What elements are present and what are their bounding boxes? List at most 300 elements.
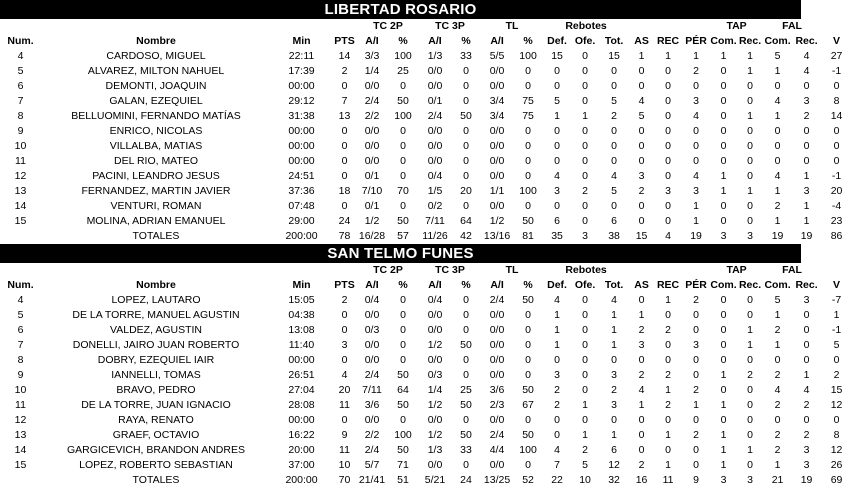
total-cell: 3 [582,230,588,242]
stat-cell: 100 [394,429,412,441]
stat-cell: 2 [693,294,699,306]
stat-cell: 0 [693,140,699,152]
stat-cell: 5 [833,339,840,351]
total-cell [0,229,41,244]
total-cell: 21 [771,474,784,486]
stat-cell: 4 [693,170,699,182]
stat-cell: 12 [14,414,27,426]
stat-cell: 1 [665,294,671,306]
column-header: PÉR [685,35,707,47]
stat-cell: 0 [400,309,406,321]
stat-cell: 0 [833,80,840,92]
stat-cell: 0 [747,200,753,212]
stat-cell: 1 [554,110,560,122]
stat-cell: 0/0 [364,414,380,426]
stat-cell: 1/2 [427,339,443,351]
player-row [0,428,852,443]
group-header-row [0,19,852,34]
stat-cell: 7 [17,339,24,351]
column-header: Num. [7,35,34,47]
stat-cell: 0 [693,125,699,137]
stat-cell: 5 [582,459,588,471]
stat-cell: 0 [582,65,588,77]
player-row [0,199,852,214]
player-row [0,139,852,154]
stat-cell: 0 [463,95,469,107]
stat-cell: 0 [463,369,469,381]
stat-cell: 0 [665,155,671,167]
stat-cell: 2/4 [489,429,505,441]
stat-cell: 1/1 [489,185,505,197]
stat-cell: 0 [611,65,617,77]
total-cell: 5/21 [424,474,446,486]
stat-cell: 9 [341,429,348,441]
stat-cell: 1 [803,215,810,227]
stat-cell: 0 [774,80,781,92]
stat-cell: 0 [693,459,699,471]
stat-cell: 0 [665,125,671,137]
stat-cell: 14 [830,110,843,122]
group-header-row [0,263,852,278]
stat-cell: 0 [341,324,348,336]
stat-cell: 4 [774,170,781,182]
stat-cell: 0/0 [427,140,443,152]
player-name: GARGICEVICH, BRANDON ANDRES [67,444,245,456]
stat-cell: 0 [803,309,810,321]
stat-cell: 1 [611,309,617,321]
stat-cell: 0 [525,324,531,336]
stat-cell: 0 [582,414,588,426]
player-row [0,184,852,199]
stat-cell: 2/4 [364,444,380,456]
stat-cell: 6 [611,444,617,456]
stat-cell: 0 [833,125,840,137]
stat-cell: 1 [833,309,840,321]
stat-cell: 3/6 [364,399,380,411]
group-spacer [821,263,852,278]
team-name-bar: SAN TELMO FUNES [0,244,801,263]
stat-cell: 0/1 [427,95,443,107]
stat-cell: 0 [803,140,810,152]
stat-cell: 2 [341,65,348,77]
total-cell: 19 [771,230,784,242]
total-cell: 16 [635,474,648,486]
stat-cell: 0/1 [364,200,380,212]
stat-cell: 50 [460,399,472,411]
stat-cell: 0 [525,339,531,351]
stat-cell: 24 [338,215,351,227]
player-name: DE LA TORRE, JUAN IGNACIO [81,399,231,411]
column-header: V [833,35,841,47]
stat-cell: 0 [833,414,840,426]
stat-cell: 4 [611,170,617,182]
group-fal: FAL [782,20,802,32]
total-cell: 16/28 [358,230,386,242]
stat-cell: 0 [341,170,348,182]
stat-cell: 1 [774,65,781,77]
stat-cell: 5 [774,294,781,306]
column-header: % [523,279,533,291]
group-rebotes: Rebotes [565,20,607,32]
stat-cell: 0 [400,80,406,92]
stat-cell: 0 [665,444,671,456]
stat-cell: 100 [519,50,537,62]
total-cell: 35 [551,230,563,242]
stat-cell: 00:00 [288,414,315,426]
stat-cell: 0 [720,155,727,167]
stat-cell: 2 [665,324,671,336]
total-cell: 52 [522,474,534,486]
stat-cell: 12 [14,170,27,182]
stat-cell: 5 [554,95,560,107]
stat-cell: 1 [747,110,753,122]
stat-cell: 0 [720,414,727,426]
stat-cell: 26 [830,459,843,471]
stat-cell: 0/0 [364,309,380,321]
stat-cell: 0 [747,125,753,137]
stat-cell: 0/0 [489,309,505,321]
stat-cell: 2 [611,384,617,396]
stat-cell: 0 [341,125,348,137]
stat-cell: 0 [554,155,560,167]
stat-cell: 37:36 [288,185,315,197]
stat-cell: 0 [463,140,469,152]
stat-cell: 0/0 [489,324,505,336]
group-tap: TAP [726,20,747,32]
stat-cell: 1 [720,170,727,182]
column-header: A/I [365,279,379,291]
player-name: BRAVO, PEDRO [116,384,196,396]
stats-table [0,19,852,244]
stat-cell: 20:00 [288,444,315,456]
stat-cell: 71 [397,459,409,471]
stat-cell: 0 [554,429,560,441]
total-cell: 19 [800,230,813,242]
stat-cell: 2 [665,369,671,381]
stat-cell: 0/0 [364,140,380,152]
group-tl: TL [505,20,519,32]
stat-cell: 2 [638,185,645,197]
column-header-row [0,278,852,293]
column-header: % [398,35,408,47]
player-name: DONELLI, JAIRO JUAN ROBERTO [72,339,240,351]
stat-cell: 0 [611,200,617,212]
stat-cell: 5/7 [364,459,380,471]
stat-cell: 0 [554,200,560,212]
total-cell: 38 [608,230,620,242]
total-cell: 24 [460,474,472,486]
stat-cell: 1/4 [427,384,443,396]
stat-cell: 100 [394,110,412,122]
column-header: % [398,279,408,291]
stat-cell: 75 [522,110,534,122]
stat-cell: 00:00 [288,80,315,92]
stat-cell: 0 [554,65,560,77]
total-cell: 32 [608,474,620,486]
stat-cell: 9 [17,369,24,381]
stat-cell: 3/3 [364,50,380,62]
stat-cell: 27:04 [288,384,315,396]
stat-cell: 0/0 [364,125,380,137]
stat-cell: 1/2 [427,399,443,411]
column-header-row [0,34,852,49]
stat-cell: 0/0 [489,155,505,167]
stat-cell: 0/4 [364,294,380,306]
stat-cell: 1 [720,459,727,471]
stat-cell: 2 [833,369,840,381]
stat-cell: 0 [611,140,617,152]
stat-cell: 16:22 [288,429,315,441]
stat-cell: 0 [665,95,671,107]
stat-cell: 0 [400,200,406,212]
stat-cell: 0 [720,125,727,137]
player-name: MOLINA, ADRIAN EMANUEL [86,215,226,227]
stat-cell: 0 [665,140,671,152]
column-header: Tot. [604,279,624,291]
stat-cell: 0 [525,200,531,212]
stat-cell: 1/4 [364,65,380,77]
stat-cell: 0/0 [489,125,505,137]
player-name: BELLUOMINI, FERNANDO MATÍAS [71,110,241,122]
stat-cell: 2 [693,384,699,396]
stat-cell: 1 [774,185,781,197]
stat-cell: 1/3 [427,444,443,456]
total-cell [0,473,41,488]
stat-cell: 1 [611,324,617,336]
stat-cell: 26:51 [288,369,315,381]
stat-cell: 1 [774,459,781,471]
stat-cell: 0/0 [427,125,443,137]
column-header: REC [656,35,680,47]
stat-cell: 0 [400,414,406,426]
stat-cell: 00:00 [288,155,315,167]
total-cell: 200:00 [285,230,318,242]
stat-cell: 0 [525,369,531,381]
column-header: Def. [547,279,567,291]
stat-cell: 13 [14,185,27,197]
stat-cell: 0 [582,215,588,227]
stat-cell: 0/0 [489,414,505,426]
stat-cell: 0 [463,294,469,306]
stat-cell: 0 [638,80,645,92]
column-header: Com. [764,35,791,47]
group-tap: TAP [726,264,747,276]
stat-cell: 11 [339,399,350,411]
stat-cell: 5/5 [489,50,505,62]
group-tc3p: TC 3P [435,20,465,32]
stat-cell: 00:00 [288,125,315,137]
stat-cell: 6 [17,324,24,336]
player-name: DEMONTI, JOAQUIN [105,80,207,92]
stat-cell: 0 [525,140,531,152]
stat-cell: 0 [833,354,840,366]
stat-cell: 14 [338,50,351,62]
player-row [0,169,852,184]
stat-cell: 2 [665,399,671,411]
stat-cell: 0 [463,459,469,471]
stat-cell: 1 [554,324,560,336]
stat-cell: 0 [554,414,560,426]
stat-cell: 4 [774,384,781,396]
stat-cell: 0 [747,294,753,306]
stat-cell: 12 [830,399,843,411]
stat-cell: 0 [693,444,699,456]
stat-cell: 0/0 [489,339,505,351]
stat-cell: 11:40 [288,339,315,351]
column-header: Rec. [738,35,762,47]
stat-cell: 0 [665,339,671,351]
stat-cell: 2 [638,369,645,381]
stat-cell: 7 [17,95,24,107]
total-cell: 57 [397,230,409,242]
stat-cell: -7 [831,294,842,306]
stat-cell: 0 [638,155,645,167]
stat-cell: 0 [400,339,406,351]
stat-cell: 0 [774,414,781,426]
column-header: Rec. [795,35,818,47]
stat-cell: 3 [341,339,348,351]
stat-cell: 0 [582,50,588,62]
player-row [0,443,852,458]
stat-cell: 29:12 [288,95,315,107]
player-name: DEL RIO, MATEO [113,155,198,167]
stat-cell: 0 [582,95,588,107]
stat-cell: -1 [831,324,842,336]
column-header: PTS [334,35,355,47]
column-header: Min [292,279,311,291]
stat-cell: 1 [638,399,645,411]
stat-cell: 15 [830,384,843,396]
stat-cell: 4 [554,294,560,306]
stat-cell: 0 [638,200,645,212]
stat-cell: 0 [582,384,588,396]
stat-cell: 1 [665,459,671,471]
stat-cell: 0 [747,354,753,366]
total-cell: 13/25 [483,474,511,486]
group-rebotes: Rebotes [565,264,607,276]
stat-cell: 14 [14,200,27,212]
stat-cell: 0/0 [427,155,443,167]
column-header: Com. [710,279,737,291]
player-row [0,353,852,368]
stat-cell: 0 [720,324,727,336]
stat-cell: 0 [582,309,588,321]
stat-cell: 0 [554,125,560,137]
stat-cell: 0 [638,215,645,227]
stat-cell: 0 [582,200,588,212]
totals-label: TOTALES [132,230,180,242]
stat-cell: 9 [17,125,24,137]
stat-cell: 0 [400,155,406,167]
stat-cell: 2 [554,399,560,411]
stat-cell: 28:08 [288,399,315,411]
stat-cell: 50 [397,399,409,411]
stat-cell: 0 [582,369,588,381]
stat-cell: 50 [522,294,534,306]
stat-cell: -1 [831,170,842,182]
stat-cell: 0/4 [427,294,443,306]
stat-cell: 50 [460,110,472,122]
stat-cell: 0 [463,65,469,77]
stat-cell: 3/4 [489,95,505,107]
stat-cell: 4/4 [489,444,505,456]
stat-cell: 0 [774,155,781,167]
player-row [0,124,852,139]
stat-cell: 18 [338,185,351,197]
group-spacer [0,19,357,34]
column-header: Ofe. [574,279,596,291]
stat-cell: 0/0 [489,369,505,381]
stat-cell: 0/0 [489,65,505,77]
stat-cell: 0 [463,354,469,366]
stat-cell: 0 [554,140,560,152]
total-cell: 3 [720,230,727,242]
stat-cell: 0 [638,125,645,137]
stat-cell: 3 [693,95,699,107]
total-cell: 4 [665,230,671,242]
stat-cell: 0 [400,294,406,306]
stat-cell: 1 [611,339,617,351]
stat-cell: 2 [611,110,617,122]
stat-cell: 11 [15,399,26,411]
stat-cell: 0 [747,309,753,321]
total-cell: 78 [338,230,351,242]
player-row [0,64,852,79]
stat-cell: 0 [720,95,727,107]
stat-cell: 0/0 [364,354,380,366]
stat-cell: 1 [803,170,810,182]
player-name: VALDEZ, AGUSTIN [110,324,202,336]
stat-cell: 0 [525,155,531,167]
stat-cell: 0 [582,339,588,351]
stat-cell: 2/4 [364,95,380,107]
stat-cell: 1 [720,444,727,456]
stat-cell: 2 [774,444,781,456]
stat-cell: 0 [638,444,645,456]
stat-cell: 0 [693,309,699,321]
stat-cell: 50 [522,215,534,227]
stat-cell: 8 [17,354,24,366]
column-header: Tot. [604,35,624,47]
stat-cell: 17:39 [288,65,315,77]
stat-cell: 0 [693,354,699,366]
stat-cell: 15 [14,215,27,227]
stat-cell: 4 [803,384,810,396]
column-header: % [523,35,533,47]
column-header: V [833,279,841,291]
stat-cell: 3 [665,185,671,197]
stat-cell: 0/0 [489,140,505,152]
stat-cell: 1 [720,429,727,441]
stat-cell: 0/3 [427,369,443,381]
stat-cell: 4 [774,95,781,107]
stat-cell: 0 [611,414,617,426]
stat-cell: 20 [830,185,843,197]
total-cell: 15 [635,230,648,242]
stat-cell: 0/0 [364,80,380,92]
stat-cell: 2/4 [489,294,505,306]
stat-cell: 64 [397,384,409,396]
column-header: AS [634,279,649,291]
total-cell: 10 [579,474,591,486]
stat-cell: 15 [551,50,563,62]
stat-cell: 4 [17,50,24,62]
stat-cell: 24:51 [288,170,315,182]
stat-cell: 1 [665,429,671,441]
stat-cell: 0 [665,80,671,92]
stat-cell: 3 [693,185,699,197]
stat-cell: 4 [803,50,810,62]
